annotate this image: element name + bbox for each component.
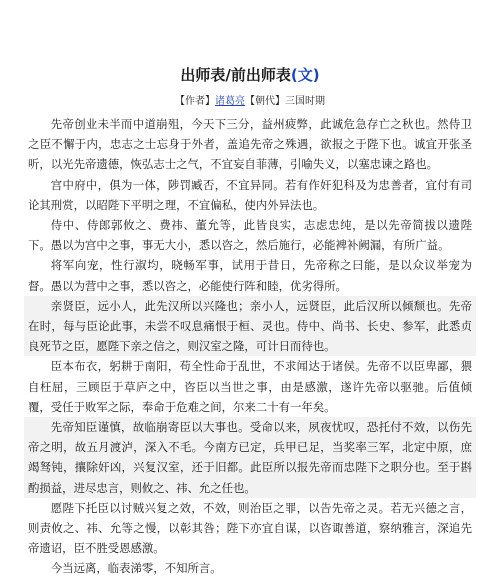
paragraph-7: 先帝知臣谨慎，故临崩寄臣以大事也。受命以来，夙夜忧叹，恐托付不效，以伤先帝之明，故五月渡泸，深入不毛。今南方已定，兵甲已足，当奖率三军，北定中原，庶竭驽钝，攘除奸凶，兴复汉室，还于旧都。此臣所以报先帝而忠陛下之职分也。至于斟酌损益，进尽忠言，则攸之、祎、允之任也。 [24, 417, 476, 498]
paragraph-9: 今当远离，临表涕零，不知所言。 [50, 561, 222, 576]
era-value: 三国时期 [285, 96, 325, 107]
language-link[interactable]: (文) [290, 66, 320, 84]
paragraph-8: 愿陛下托臣以讨贼兴复之效，不效，则治臣之罪，以告先帝之灵。若无兴德之言，则责攸之、祎、允等之慢，以彰其咎；陛下亦宜自谋，以咨诹善道，察纳雅言，深追先帝遗诏，臣不胜受恩感激。 [28, 500, 472, 556]
article-body [24, 114, 476, 579]
author-label: 【作者】 [175, 96, 215, 107]
title-text: 出师表/前出师表 [180, 66, 291, 84]
paragraph-6: 臣本布衣，躬耕于南阳，苟全性命于乱世，不求闻达于诸侯。先帝不以臣卑鄙，猥自枉屈，三顾臣于草庐之中，咨臣以当世之事，由是感激，遂许先帝以驱驰。后值倾覆，受任于败军之际，奉命于危难之间，尔来二十有一年矣。 [28, 359, 472, 414]
paragraph-2: 宫中府中，俱为一体，陟罚臧否，不宜异同。若有作奸犯科及为忠善者，宜付有司论其刑赏，以昭陛下平明之理，不宜偏私，使内外异法也。 [28, 177, 472, 212]
era-label: 【朝代】 [245, 96, 285, 107]
paragraph-1: 先帝创业未半而中道崩殂，今天下三分，益州疲弊，此诚危急存亡之秋也。然侍卫之臣不懈于内，忠志之士忘身于外者，盖追先帝之殊遇，欲报之于陛下也。诚宜开张圣听，以光先帝遗德，恢弘志士之气，不宜妄自菲薄，引喻失义，以塞忠谏之路也。 [28, 117, 472, 172]
author-link[interactable]: 诸葛亮 [215, 96, 245, 107]
paragraph-4: 将军向宠，性行淑均，晓畅军事，试用于昔日，先帝称之曰能，是以众议举宠为督。愚以为营中之事，悉以咨之，必能使行阵和睦，优劣得所。 [28, 258, 472, 293]
paragraph-3: 侍中、侍郎郭攸之、费祎、董允等，此皆良实，志虑忠纯，是以先帝简拔以遗陛下。愚以为宫中之事，事无大小，悉以咨之，然后施行，必能裨补阙漏，有所广益。 [28, 218, 472, 253]
paragraph-5: 亲贤臣，远小人，此先汉所以兴隆也；亲小人，远贤臣，此后汉所以倾颓也。先帝在时，每与臣论此事，未尝不叹息痛恨于桓、灵也。侍中、尚书、长史、参军，此悉贞良死节之臣，愿陛下亲之信之，则汉室之隆，可计日而待也。 [24, 296, 476, 357]
author-meta [24, 94, 476, 110]
page-title [24, 64, 476, 86]
